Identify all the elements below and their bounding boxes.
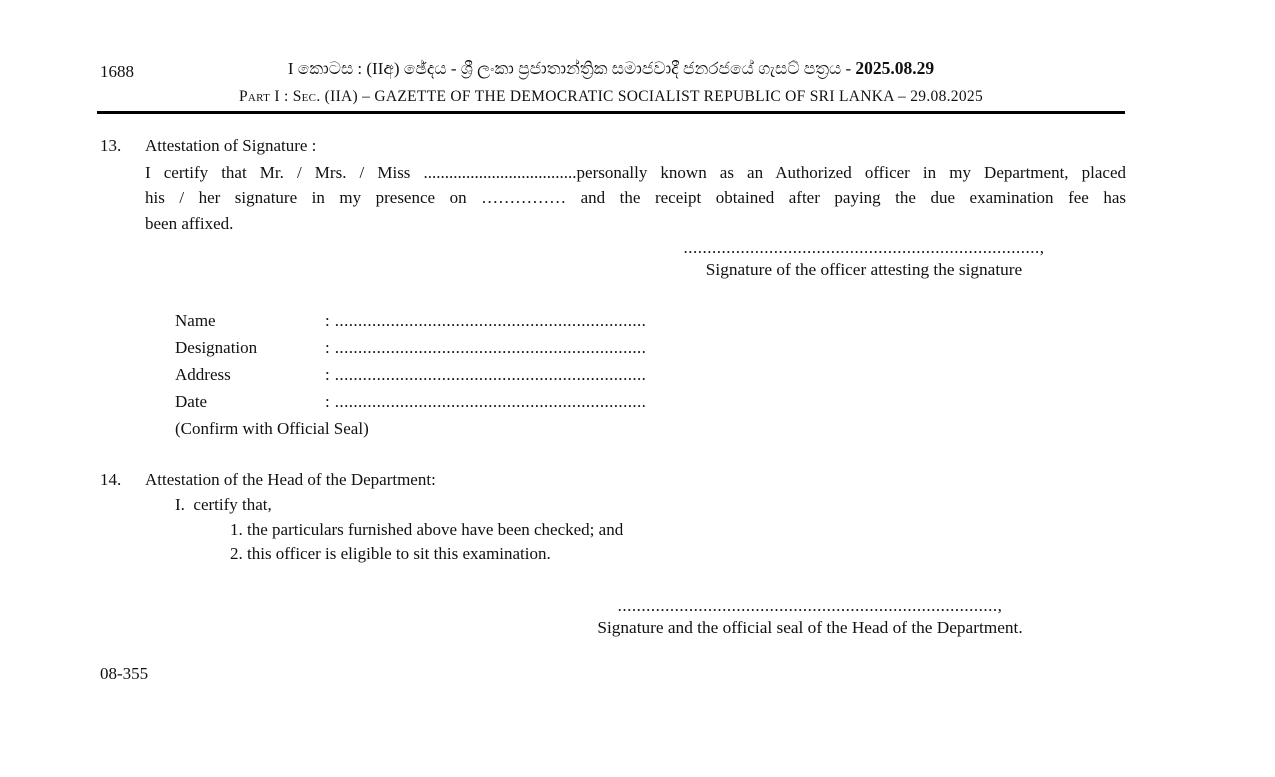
- field-label-address: Address: [175, 365, 231, 384]
- section13-paragraph-line-3: been affixed.: [145, 213, 234, 233]
- attesting-officer-signature-line: ...........................................................................,: [683, 238, 1045, 257]
- field-label-designation: Designation: [175, 338, 258, 357]
- section14-intro: I. certify that,: [175, 495, 272, 514]
- header-sinhala-title: [97, 58, 1125, 79]
- field-row-address: [175, 361, 646, 388]
- header-sinhala-text: I කොටස : (IIඅ) ඡේදය - ශ්‍රී ලංකා ප්‍රජාතාන්ත්‍රික සමාජවාදී ජනරජයේ ගැසට් පත්‍රය -: [287, 59, 856, 78]
- section14-item-2: 2. this officer is eligible to sit this examination.: [230, 544, 551, 563]
- header-english-title: Part I : Sec. (IIA) – GAZETTE OF THE DEMOCRATIC SOCIALIST REPUBLIC OF SRI LANKA – 29.08.2025: [238, 88, 983, 105]
- head-of-department-signature-caption: Signature and the official seal of the Head of the Department.: [597, 618, 1023, 637]
- section14-title: Attestation of the Head of the Department:: [145, 470, 436, 489]
- field-row-date: [175, 388, 646, 415]
- field-row-name: [175, 307, 646, 334]
- section13-paragraph: [145, 160, 1126, 236]
- field-line-address: : ...................................................................: [325, 365, 647, 384]
- field-line-date: : ...................................................................: [325, 392, 647, 411]
- header-sinhala-date: 2025.08.29: [855, 58, 935, 78]
- official-seal-note: (Confirm with Official Seal): [175, 419, 369, 438]
- field-line-designation: : ...................................................................: [325, 338, 647, 357]
- page-number: 1688: [100, 62, 134, 81]
- head-of-department-signature-block: [550, 595, 1070, 639]
- field-label-date: Date: [175, 392, 208, 411]
- section13-title: Attestation of Signature :: [145, 136, 317, 155]
- section13-paragraph-line-1: I certify that Mr. / Mrs. / Miss ....................................personally known as an Authorized officer in my Department, placed: [145, 163, 1126, 182]
- field-line-name: : ...................................................................: [325, 311, 647, 330]
- section13-number: 13.: [100, 136, 122, 155]
- header-divider-rule: [97, 111, 1125, 114]
- attesting-officer-signature-caption: Signature of the officer attesting the signature: [705, 260, 1023, 279]
- officer-details-fields: [175, 307, 646, 442]
- attesting-officer-signature-block: [664, 237, 1064, 281]
- field-row-designation: [175, 334, 646, 361]
- section13-paragraph-line-2: his / her signature in my presence on …………… and the receipt obtained after paying the due examination fee has: [145, 188, 1126, 208]
- head-of-department-signature-line: ................................................................................,: [617, 596, 1003, 615]
- field-label-name: Name: [175, 311, 216, 330]
- section14-item-1: 1. the particulars furnished above have been checked; and: [230, 520, 624, 539]
- gazette-notice-code: 08-355: [100, 664, 149, 683]
- section14-number: 14.: [100, 470, 122, 489]
